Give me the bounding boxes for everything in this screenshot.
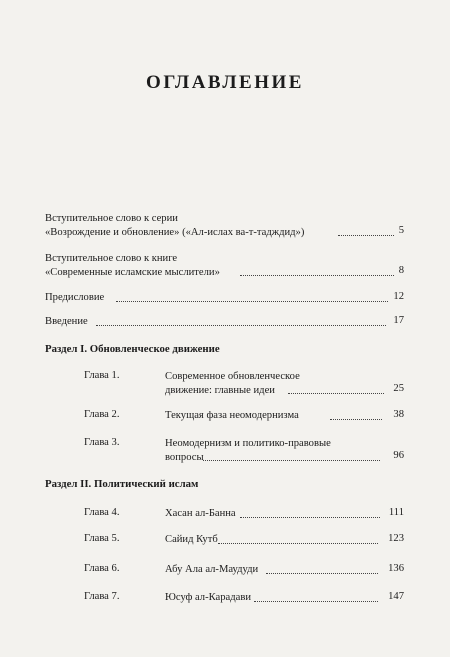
chapter-title [165,409,299,423]
chapter-title-line: вопросы [165,451,204,463]
leader-dots [254,601,378,602]
chapter-title [165,591,251,605]
page-number: 17 [393,315,404,326]
entry-line: Вступительное слово к книге [45,253,178,264]
chapter-title-line: Сайид Кутб [165,534,218,545]
toc-entry [45,315,88,329]
chapter-label: Глава 2. [84,409,120,420]
chapter-title [165,507,236,521]
chapter-title-line: Современное обновленческое [165,371,300,382]
page-number: 8 [398,265,404,276]
chapter-title-line: Юсуф ал-Карадави [165,592,251,603]
chapter-title-line: Абу Ала ал-Маудуди [165,564,259,575]
leader-dots [288,393,384,394]
page-number: 12 [393,291,404,302]
page-title: ОГЛАВЛЕНИЕ [146,72,304,93]
chapter-label: Глава 1. [84,370,120,381]
section-heading: Раздел I. Обновленческое движение [45,343,220,355]
entry-line: Вступительное слово к серии [45,213,178,224]
section-heading: Раздел II. Политический ислам [45,478,199,490]
chapter-label: Глава 3. [84,437,120,448]
chapter-title [165,370,300,397]
page-number: 147 [388,591,404,602]
page-number: 96 [393,450,404,461]
leader-dots [96,325,386,326]
chapter-label: Глава 5. [84,533,120,544]
chapter-title [165,533,218,547]
leader-dots [218,543,378,544]
chapter-title-line: Хасан ал-Банна [165,508,236,519]
toc-entry [45,212,304,239]
leader-dots [116,301,388,302]
leader-dots [240,517,380,518]
chapter-title-line: Неомодернизм и политико-правовые [165,438,331,449]
toc-entry [45,291,104,305]
chapter-title-line: Текущая фаза неомодернизма [165,410,299,421]
entry-line: «Возрождение и обновление» («Ал-ислах ва-т-тадждид») [45,226,305,238]
leader-dots [330,419,382,420]
leader-dots [240,275,394,276]
chapter-label: Глава 4. [84,507,120,518]
page-number: 38 [393,409,404,420]
toc-entry [45,252,220,279]
chapter-label: Глава 6. [84,563,120,574]
entry-line: «Современные исламские мыслители» [45,266,220,278]
page-number: 111 [388,507,404,518]
chapter-label: Глава 7. [84,591,120,602]
page-number: 123 [388,533,404,544]
entry-line: Предисловие [45,292,105,303]
page-number: 5 [398,225,404,236]
entry-line: Введение [45,316,88,327]
page-number: 136 [388,563,404,574]
leader-dots [203,460,380,461]
chapter-title [165,563,258,577]
page-number: 25 [393,383,404,394]
chapter-title-line: движение: главные идеи [165,384,275,396]
leader-dots [266,573,378,574]
